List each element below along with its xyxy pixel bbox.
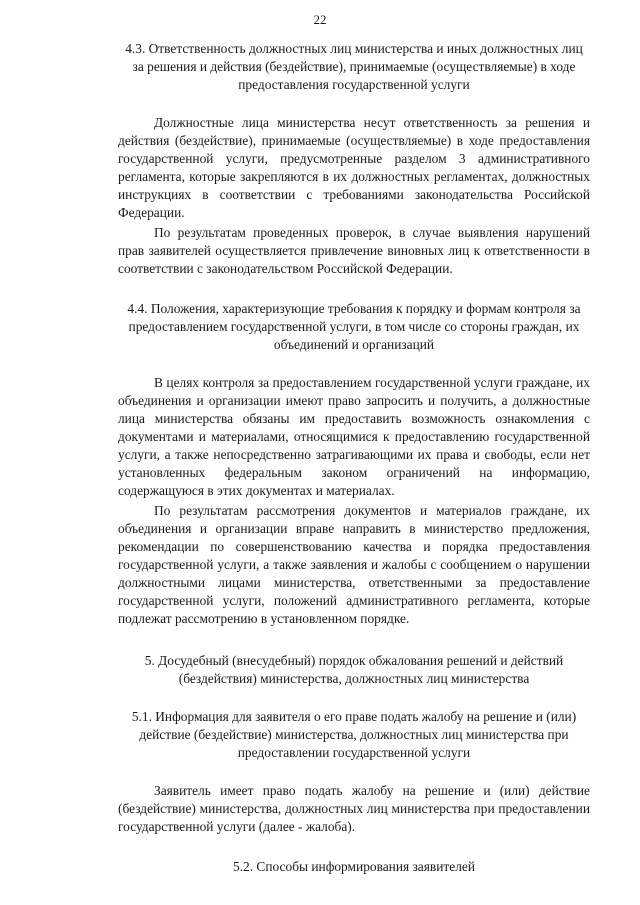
- paragraph-proposals: По результатам рассмотрения документов и материалов граждане, их объединения и организации вправе направить в министерство предложения, рекомендации по совершенствованию качества и порядка предоставления государственной услуги, а также заявления и жалобы с сообщением о нарушении должностными лицами министерства, ответственными за предоставление государственной услуги, положений административного регламента, которые подлежат рассмотрению в установленном порядке.: [118, 503, 590, 626]
- paragraph-inspection-results: По результатам проведенных проверок, в случае выявления нарушений прав заявителей осуществляется привлечение виновных лиц к ответственности в соответствии с законодательством Российской Федерации.: [118, 225, 590, 276]
- paragraph-control-rights: В целях контроля за предоставлением государственной услуги граждане, их объединения и организации имеют право запросить и получить, а должностные лица министерства обязаны им предоставить возможность ознакомления с документами и материалами, относящимися к предоставлению государственной услуги, а также непосредственно затрагивающими их права и свободы, если нет установленных федеральным законом ограничений на информацию, содержащуюся в этих документах и материалах.: [118, 375, 590, 498]
- paragraph-complaint-right: Заявитель имеет право подать жалобу на решение и (или) действие (бездействие) министерства, должностных лиц министерства при предоставлении государственной услуги (далее - жалоба).: [118, 783, 590, 834]
- section-heading-4-3: 4.3. Ответственность должностных лиц министерства и иных должностных лиц за решения и действия (бездействие), принимаемые (осуществляемые) в ходе предоставления государственной услуги: [125, 41, 583, 92]
- page-number: 22: [313, 12, 327, 27]
- section-heading-4-4: 4.4. Положения, характеризующие требования к порядку и формам контроля за предоставлением государственной услуги, в том числе со стороны граждан, их объединений и организаций: [127, 301, 581, 352]
- document-body: [118, 40, 590, 876]
- paragraph-responsibility: Должностные лица министерства несут ответственность за решения и действия (бездействие), принимаемые (осуществляемые) в ходе предоставления государственной услуги, предусмотренные разделом 3 административного регламента, которые закрепляются в их должностных регламентах, должностных инструкциях в соответствии с требованиями законодательства Российской Федерации.: [118, 115, 590, 220]
- section-heading-5-1: 5.1. Информация для заявителя о его праве подать жалобу на решение и (или) действие (бездействие) министерства, должностных лиц министерства при предоставлении государственной услуги: [131, 709, 577, 760]
- section-heading-5: 5. Досудебный (внесудебный) порядок обжалования решений и действий (бездействия) министерства, должностных лиц министерства: [144, 653, 564, 686]
- section-heading-5-2: 5.2. Способы информирования заявителей: [233, 859, 475, 874]
